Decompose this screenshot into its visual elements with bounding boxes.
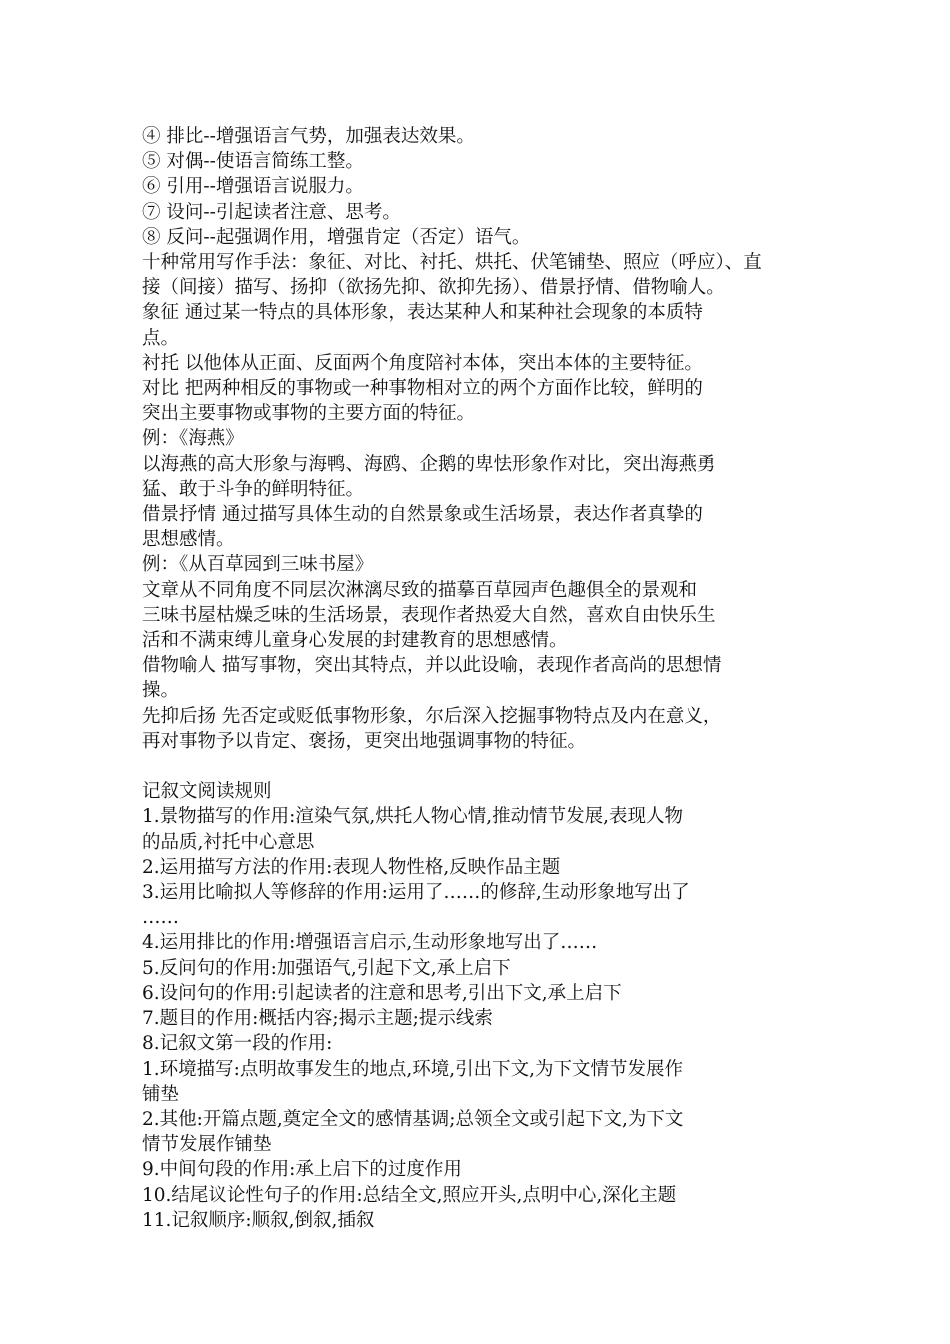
text-line-rule-3: 3.运用比喻拟人等修辞的作用:运用了……的修辞,生动形象地写出了 [142,882,690,904]
blank-line [142,754,818,779]
text-line-foil: 衬托 以他体从正面、反面两个角度陪衬本体，突出本体的主要特征。 [142,352,703,374]
text-line-rule-8-sub-1: 1.环境描写:点明故事发生的地点,环境,引出下文,为下文情节发展作 [142,1058,684,1080]
text-line-symbolism-cont: 点。 [142,327,180,349]
text-line-rhetoric-parallelism: ④ 排比--增强语言气势，加强表达效果。 [142,126,475,147]
text-line-rule-10: 10.结尾议论性句子的作用:总结全文,照应开头,点明中心,深化主题 [142,1184,677,1206]
text-line-rhetoric-question: ⑦ 设问--引起读者注意、思考。 [142,201,401,223]
text-line-rule-1: 1.景物描写的作用:渲染气氛,烘托人物心情,推动情节发展,表现人物 [142,806,684,828]
text-line-rule-3-cont: …… [142,907,179,929]
text-line-scenery-emotion: 借景抒情 通过描写具体生动的自然景象或生活场景，表达作者真挚的 [142,504,703,526]
text-line-object-metaphor-cont: 操。 [142,680,180,702]
text-line-rule-9: 9.中间句段的作用:承上启下的过度作用 [142,1159,462,1181]
text-line-example-haiyan: 例：《海燕》 [142,428,244,450]
text-line-contrast-cont: 突出主要事物或事物的主要方面的特征。 [142,403,476,425]
text-line-haiyan-desc: 以海燕的高大形象与海鸭、海鸥、企鹅的卑怯形象作对比，突出海燕勇 [142,453,716,475]
text-line-rule-8-sub-2-cont: 情节发展作铺垫 [142,1134,272,1156]
text-line-example-baicaoyuan: 例：《从百草园到三味书屋》 [142,554,374,576]
text-line-rhetoric-quotation: ⑥ 引用--增强语言说服力。 [142,176,364,198]
text-line-object-metaphor: 借物喻人 描写事物，突出其特点，并以此设喻，表现作者高尚的思想情 [142,655,722,677]
text-line-rule-1-cont: 的品质,衬托中心意思 [142,831,315,853]
text-line-suppress-then-praise: 先抑后扬 先否定或贬低事物形象，尔后深入挖掘事物特点及内在意义， [142,705,722,727]
text-line-techniques-heading: 十种常用写作手法：象征、对比、衬托、烘托、伏笔铺垫、照应（呼应）、直 [142,252,762,274]
text-line-rule-8-sub-1-cont: 铺垫 [142,1083,180,1105]
text-line-rhetoric-antithesis: ⑤ 对偶--使语言简练工整。 [142,151,364,173]
text-line-baicaoyuan-desc-2: 三味书屋枯燥乏味的生活场景，表现作者热爱大自然，喜欢自由快乐生 [142,604,716,626]
text-line-rule-8-sub-2: 2.其他:开篇点题,奠定全文的感情基调;总领全文或引起下文,为下文 [142,1108,684,1130]
text-line-rule-11: 11.记叙顺序:顺叙,倒叙,插叙 [142,1209,375,1231]
text-line-haiyan-desc-cont: 猛、敢于斗争的鲜明特征。 [142,478,365,500]
text-line-contrast: 对比 把两种相反的事物或一种事物相对立的两个方面作比较，鲜明的 [142,378,703,400]
text-line-narrative-rules-heading: 记叙文阅读规则 [142,781,272,803]
text-line-rule-4: 4.运用排比的作用:增强语言启示,生动形象地写出了…… [142,932,598,954]
text-line-symbolism: 象征 通过某一特点的具体形象，表达某种人和某种社会现象的本质特 [142,302,703,324]
text-line-techniques-heading-cont: 接（间接）描写、扬抑（欲扬先抑、欲抑先扬）、借景抒情、借物喻人。 [142,277,725,299]
text-line-rule-5: 5.反问句的作用:加强语气,引起下文,承上启下 [142,957,511,979]
text-line-rule-8: 8.记叙文第一段的作用: [142,1033,333,1055]
text-line-baicaoyuan-desc-1: 文章从不同角度不同层次淋漓尽致的描摹百草园声色趣俱全的景观和 [142,579,698,601]
text-line-rhetoric-rhetorical-question: ⑧ 反问--起强调作用，增强肯定（否定）语气。 [142,226,531,248]
text-line-rule-6: 6.设问句的作用:引起读者的注意和思考,引出下文,承上启下 [142,982,622,1004]
text-line-rule-2: 2.运用描写方法的作用:表现人物性格,反映作品主题 [142,856,561,878]
document-page [142,124,818,1233]
text-line-rule-7: 7.题目的作用:概括内容;揭示主题;提示线索 [142,1008,493,1030]
text-line-baicaoyuan-desc-3: 活和不满束缚儿童身心发展的封建教育的思想感情。 [142,630,568,652]
text-line-scenery-emotion-cont: 思想感情。 [142,529,235,551]
text-line-suppress-then-praise-cont: 再对事物予以肯定、褒扬，更突出地强调事物的特征。 [142,730,587,752]
